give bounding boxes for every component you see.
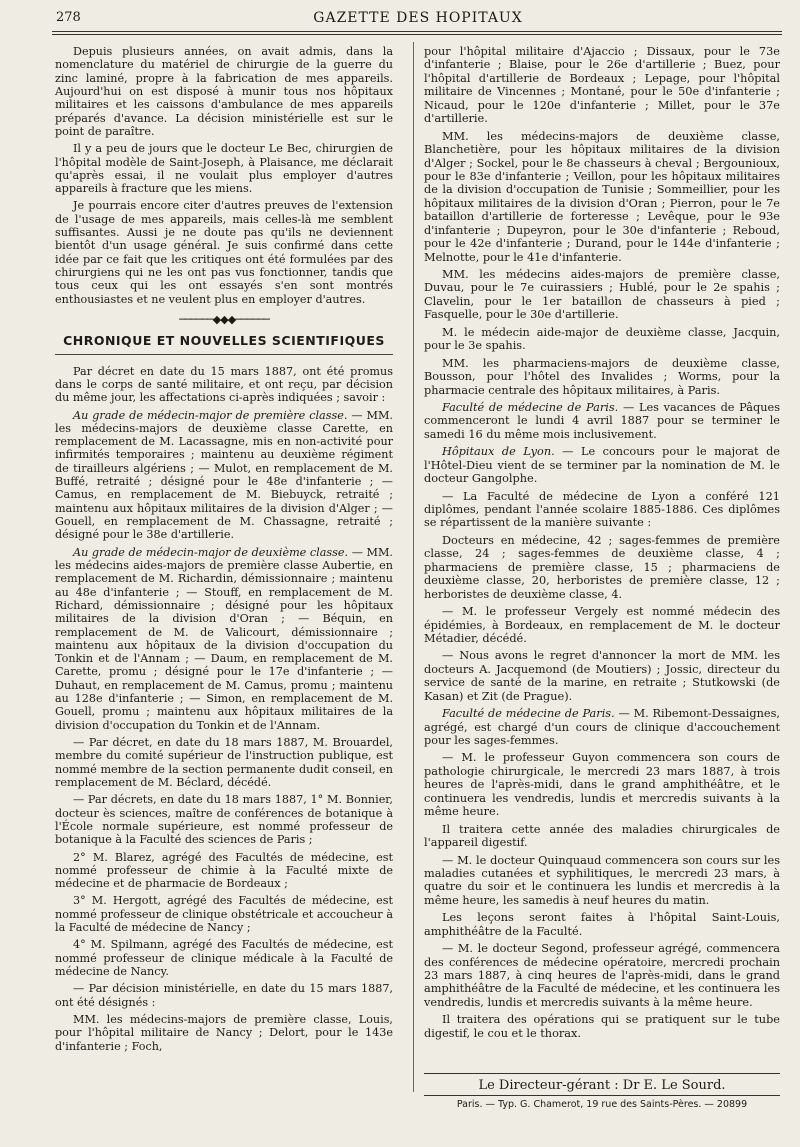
signature-rule [424,1073,780,1074]
paragraph: Par décret en date du 15 mars 1887, ont été promus dans le corps de santé militaire, et ont reçu, par décision du même jour, les affectations ci-après indiquées ; savoir : [55,364,393,405]
paragraph: — Par décret, en date du 18 mars 1887, M. Brouardel, membre du comité supérieur de l'instruction publique, est nommé membre de la section permanente dudit conseil, en remplacement de M. Béclard, décédé. [55,736,393,789]
paragraph-text: — Le concours pour le majorat de l'Hôtel-Dieu vient de se terminer par la nomination de M. le docteur Gangolphe. [424,445,780,486]
paragraph: — M. le professeur Vergely est nommé médecin des épidémies, à Bordeaux, en remplacement de M. le docteur Métadier, décédé. [424,605,780,645]
paragraph [424,707,780,747]
section-heading: CHRONIQUE ET NOUVELLES SCIENTIFIQUES [63,333,385,349]
italic-lead: Au grade de médecin-major de deuxième classe. [73,545,349,559]
paragraph: Il traitera cette année des maladies chirurgicales de l'appareil digestif. [424,822,780,850]
paragraph-text: — MM. les médecins aides-majors de première classe Aubertie, en remplacement de M. Richardin, démissionnaire ; maintenu au 48e d'infanterie ; — Stouff, en remplacement de M. Richard, démissionnaire ; désigné pour les hôpitaux militaires de la division d'Oran ; — Béquin, en remplacement de M. de Valicourt, démissionnaire ; maintenu aux hôpitaux de la division d'occupation du Tonkin et de l'Annam ; — Daum, en remplacement de M. Carette, promu ; désigné pour le 17e d'infanterie ; — Duhaut, en remplacement de M. Camus, promu ; maintenu au 128e d'infanterie ; — Simon, en remplacement de M. Gouell, promu ; maintenu aux hôpitaux militaires de la division d'occupation du Tonkin et de l'Annam. [55,545,393,732]
left-column [55,45,393,1057]
right-column [424,45,780,1044]
paragraph: Il traitera des opérations qui se pratiquent sur le tube digestif, le cou et le thorax. [424,1013,780,1040]
paragraph [55,409,393,542]
italic-lead: Faculté de médecine de Paris. [442,707,615,721]
paragraph: 4° M. Spilmann, agrégé des Facultés de médecine, est nommé professeur de clinique médicale à la Faculté de médecine de Nancy. [55,938,393,978]
header-rule [52,31,782,35]
paragraph: 2° M. Blarez, agrégé des Facultés de médecine, est nommé professeur de chimie à la Faculté mixte de médecine et de pharmacie de Bordeaux ; [55,850,393,891]
printer-imprint: Paris. — Typ. G. Chamerot, 19 rue des Saints-Pères. — 20899 [424,1095,780,1110]
paragraph: Les leçons seront faites à l'hôpital Saint-Louis, amphithéâtre de la Faculté. [424,911,780,938]
paragraph-text: — Les vacances de Pâques commenceront le lundi 4 avril 1887 pour se terminer le samedi 16 du même mois inclusivement. [424,400,780,441]
paragraph: — Par décrets, en date du 18 mars 1887, 1° M. Bonnier, docteur ès sciences, maître de conférences de botanique à l'École normale supérieure, est nommé professeur de botanique à la Faculté des sciences de Paris ; [55,793,393,847]
paragraph: — Par décision ministérielle, en date du 15 mars 1887, ont été désignés : [55,982,393,1009]
director-signature: Le Directeur-gérant : Dr E. Le Sourd. [478,1078,726,1093]
paragraph: M. le médecin aide-major de deuxième classe, Jacquin, pour le 3e spahis. [424,325,780,353]
paragraph: 3° M. Hergott, agrégé des Facultés de médecine, est nommé professeur de clinique obstétricale et accoucheur à la Faculté de médecine de Nancy ; [55,894,393,935]
paragraph: Docteurs en médecine, 42 ; sages-femmes de première classe, 24 ; sages-femmes de deuxième classe, 4 ; pharmaciens de première classe, 15 ; pharmaciens de deuxième classe, 20, herboristes de première classe, 12 ; herboristes de deuxième classe, 4. [424,533,780,601]
italic-lead: Hôpitaux de Lyon. [442,445,555,459]
italic-lead: Au grade de médecin-major de première classe. [73,408,348,422]
paragraph: MM. les pharmaciens-majors de deuxième classe, Bousson, pour l'hôtel des Invalides ; Worms, pour la pharmacie centrale des hôpitaux militaires, à Paris. [424,356,780,397]
page-header [48,8,788,32]
paragraph: — La Faculté de médecine de Lyon a conféré 121 diplômes, pendant l'année scolaire 1885-1886. Ces diplômes se répartissent de la manière suivante : [424,489,780,530]
paragraph: — M. le professeur Guyon commencera son cours de pathologie chirurgicale, le mercredi 23 mars 1887, à trois heures de l'après-midi, dans le grand amphithéâtre, et le continuera les vendredis, lundis et mercredis suivants à la même heure. [424,751,780,819]
paragraph: — Nous avons le regret d'annoncer la mort de MM. les docteurs A. Jacquemond (de Moutiers) ; Jossic, directeur du service de santé de la marine, en retraite ; Stutkowski (de Kasan) et Zit (de Prague). [424,649,780,703]
italic-lead: Faculté de médecine de Paris. [442,400,619,414]
paragraph: MM. les médecins-majors de deuxième classe, Blanchetière, pour les hôpitaux militaires de la division d'Alger ; Sockel, pour le 8e chasseurs à cheval ; Bergounioux, pour le 83e d'infanterie ; Veillon, pour les hôpitaux militaires de la division d'occupation de Tunisie ; Sommeillier, pour les hôpitaux militaires de la division d'Oran ; Pierron, pour le 7e bataillon d'artillerie de forteresse ; Levêque, pour le 93e d'infanterie ; Dupeyron, pour le 30e d'infanterie ; Reboud, pour le 42e d'infanterie ; Durand, pour le 144e d'infanterie ; Melnotte, pour le 41e d'infanterie. [424,129,780,264]
ornament-divider: ──────◆◆◆────── [179,312,269,326]
paragraph: pour l'hôpital militaire d'Ajaccio ; Dissaux, pour le 73e d'infanterie ; Blaise, pour le 26e d'artillerie ; Buez, pour l'hôpital d'artillerie de Bordeaux ; Lepage, pour l'hôpital militaire de Vincennes ; Montané, pour le 50e d'infanterie ; Nicaud, pour le 120e d'infanterie ; Millet, pour le 37e d'artillerie. [424,45,780,126]
paragraph: Il y a peu de jours que le docteur Le Bec, chirurgien de l'hôpital modèle de Saint-Joseph, à Plaisance, me déclarait qu'après essai, il ne voulait plus employer d'autres appareils à fracture que les miens. [55,142,393,196]
paragraph: MM. les médecins aides-majors de première classe, Duvau, pour le 7e cuirassiers ; Hublé, pour le 2e spahis ; Clavelin, pour le 1er bataillon de chasseurs à pied ; Fasquelle, pour le 30e d'artillerie. [424,268,780,322]
page-number: 278 [56,10,81,25]
paragraph: Depuis plusieurs années, on avait admis, dans la nomenclature du matériel de chirurgie de la guerre du zinc laminé, propre à la fabrication de mes appareils. Aujourd'hui on est disposé à munir tous nos hôpitaux militaires et les caissons d'ambulance de mes appareils préparés d'avance. La décision ministérielle est sur le point de paraître. [55,45,393,138]
running-title: GAZETTE DES HOPITAUX [313,10,523,26]
paragraph: MM. les médecins-majors de première classe, Louis, pour l'hôpital militaire de Nancy ; Delort, pour le 143e d'infanterie ; Foch, [55,1012,393,1053]
paragraph [55,546,393,732]
paragraph-text: — MM. les médecins-majors de deuxième classe Carette, en remplacement de M. Lacassagne, mis en non-activité pour infirmités temporaires ; maintenu au deuxième régiment de tirailleurs algériens ; — Mulot, en remplacement de M. Buffé, retraité ; désigné pour le 48e d'infanterie ; — Camus, en remplacement de M. Biebuyck, retraité ; maintenu aux hôpitaux militaires de la division d'Alger ; — Gouell, en remplacement de M. Chassagne, retraité ; désigné pour le 38e d'artillerie. [55,408,393,542]
signature-block [424,1073,780,1110]
paragraph: — M. le docteur Segond, professeur agrégé, commencera des conférences de médecine opératoire, mercredi prochain 23 mars 1887, à cinq heures de l'après-midi, dans le grand amphithéâtre de la Faculté de médecine, et les continuera les vendredis, lundis et mercredis suivants à la même heure. [424,942,780,1009]
heading-rule [55,354,393,355]
paragraph [424,401,780,441]
paragraph: — M. le docteur Quinquaud commencera son cours sur les maladies cutanées et syphilitiques, le mercredi 23 mars, à quatre du soir et le continuera les lundis et mercredis à la même heure, les samedis à neuf heures du matin. [424,853,780,907]
paragraph-text: — M. Ribemont-Dessaignes, agrégé, est chargé d'un cours de clinique d'accouchement pour les sages-femmes. [424,707,780,747]
paragraph: Je pourrais encore citer d'autres preuves de l'extension de l'usage de mes appareils, mais celles-là me semblent suffisantes. Aussi je ne doute pas qu'ils ne deviennent bientôt d'un usage général. Je suis confirmé dans cette idée par ce fait que les critiques ont été formulées par des chirurgiens qui ne les ont pas vus fonctionner, tandis que tous ceux qui les ont essayés s'en sont montrés enthousiastes et ne veulent plus en employer d'autres. [55,199,393,306]
column-divider [413,42,414,1092]
paragraph [424,445,780,485]
